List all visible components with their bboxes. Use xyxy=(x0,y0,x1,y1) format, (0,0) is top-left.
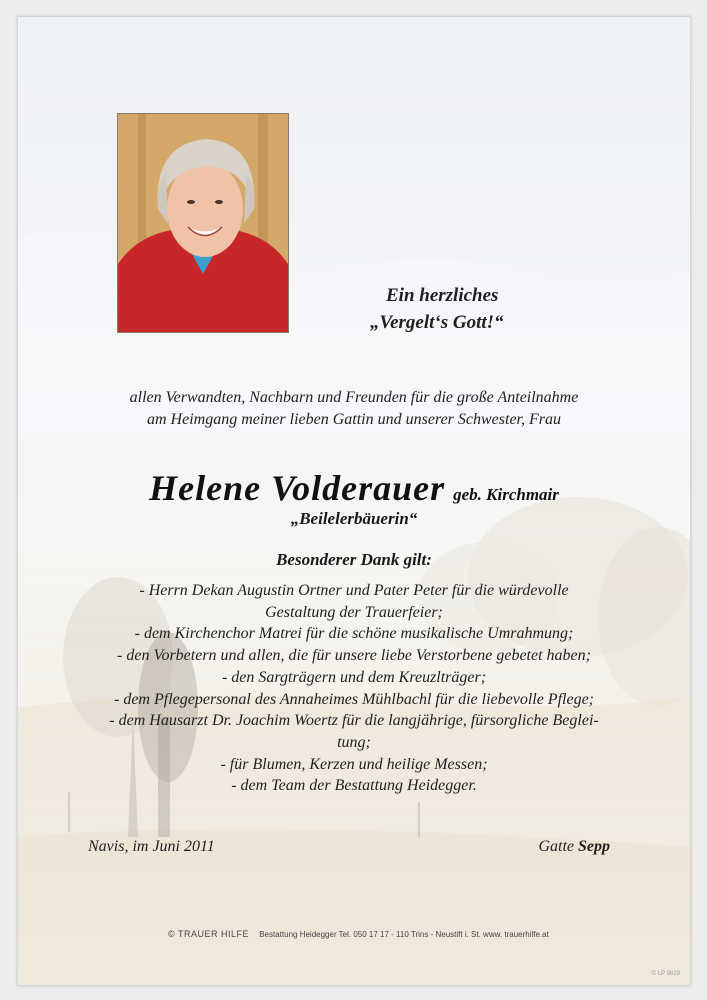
thanks-line: - dem Hausarzt Dr. Joachim Woertz für die langjährige, fürsorgliche Beglei- xyxy=(109,712,599,730)
footer-text: Bestattung Heidegger Tel. 050 17 17 - 110 Trins - Neustift i. St. www. trauerhilfe.at xyxy=(259,930,549,939)
thanks-line: - dem Team der Bestattung Heidegger. xyxy=(231,777,477,795)
intro-line2: am Heimgang meiner lieben Gattin und unserer Schwester, Frau xyxy=(146,411,561,428)
thanks-line: tung; xyxy=(337,733,371,751)
intro-line1: allen Verwandten, Nachbarn und Freunden für die große Anteilnahme xyxy=(129,389,579,406)
signature-prefix: Gatte xyxy=(538,838,574,855)
thanks-heading xyxy=(358,282,578,336)
thanks-line: Gestaltung der Trauerfeier; xyxy=(265,603,443,621)
portrait-photo xyxy=(117,113,289,333)
obituary-card xyxy=(17,16,691,986)
place-date: Navis, im Juni 2011 xyxy=(88,838,215,855)
thanks-line: - dem Pflegepersonal des Annaheimes Mühlbachl für die liebevolle Pflege; xyxy=(113,690,594,708)
thanks-line: - den Sargträgern und dem Kreuzlträger; xyxy=(221,668,487,686)
farm-nickname: „Beilelerbäuerin“ xyxy=(290,509,418,528)
thanks-line: - für Blumen, Kerzen und heilige Messen; xyxy=(220,755,488,773)
signature-name: Sepp xyxy=(578,838,610,855)
footer xyxy=(168,929,568,939)
signature xyxy=(538,838,610,856)
thanks-line: - Herrn Dekan Augustin Ortner und Pater Peter für die würdevolle xyxy=(139,582,569,599)
special-thanks-heading: Besonderer Dank gilt: xyxy=(276,550,432,569)
deceased-name: Helene Volderauer xyxy=(149,468,446,508)
thanks-heading-line2: „Vergelt‘s Gott!“ xyxy=(370,312,504,333)
intro-text xyxy=(58,387,650,431)
thanks-heading-line1: Ein herzliches xyxy=(386,285,499,306)
document-code: © LP 9829 xyxy=(651,971,680,977)
brand-logo: © TRAUER HILFE xyxy=(168,929,249,939)
thanks-line: - den Vorbetern und allen, die für unsere liebe Verstorbene gebetet haben; xyxy=(117,647,591,665)
special-thanks-list xyxy=(48,580,660,797)
deceased-name-line xyxy=(18,467,690,509)
thanks-line: - dem Kirchenchor Matrei für die schöne musikalische Umrahmung; xyxy=(134,625,574,643)
birth-name: geb. Kirchmair xyxy=(453,485,559,504)
